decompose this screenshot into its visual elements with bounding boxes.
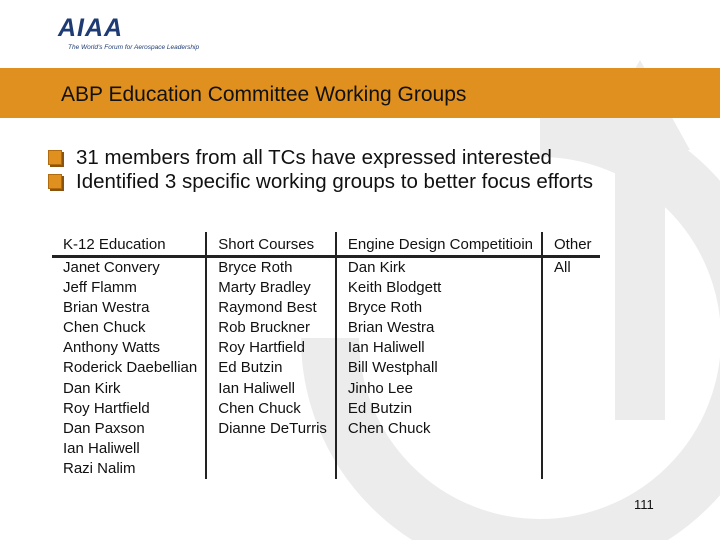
slide-title: ABP Education Committee Working Groups: [61, 83, 467, 106]
table-cell: Ian Haliwell: [206, 379, 336, 399]
page-number: 111: [634, 497, 654, 512]
table-cell: Jeff Flamm: [63, 279, 137, 297]
table-cell: [542, 298, 600, 318]
bullet-item: [46, 146, 686, 170]
table-row: [52, 439, 600, 459]
table-row: [52, 257, 600, 279]
table-cell: [336, 439, 542, 459]
table-cell: Ed Butzin: [206, 358, 336, 378]
table-cell: Janet Convery: [63, 259, 160, 276]
table-cell: Ed Butzin: [336, 399, 542, 419]
logo-tagline: The World's Forum for Aerospace Leadership: [68, 44, 200, 51]
table-row: [52, 298, 600, 318]
table-row: [52, 459, 600, 479]
table-cell: Ian Haliwell: [63, 439, 140, 457]
table-row: [52, 399, 600, 419]
table-cell: [542, 338, 600, 358]
table-cell: Raymond Best: [206, 298, 336, 318]
table-cell: Chen Chuck: [336, 419, 542, 439]
table-cell: Roy Hartfield: [63, 399, 150, 417]
table-cell: Chen Chuck: [206, 399, 336, 419]
table-cell: Dan Paxson: [63, 419, 145, 437]
table-cell: Bryce Roth: [206, 257, 336, 279]
table-cell: Rob Bruckner: [206, 318, 336, 338]
table-cell: [542, 318, 600, 338]
table-cell: [542, 439, 600, 459]
table-row: [52, 419, 600, 439]
table-cell: [542, 419, 600, 439]
aiaa-logo: [58, 12, 200, 58]
table-cell: Roy Hartfield: [206, 338, 336, 358]
table-cell: All: [542, 257, 600, 279]
column-header-other: Other: [542, 232, 600, 257]
table-cell: Brian Westra: [336, 318, 542, 338]
bullet-text: Identified 3 specific working groups to better focus efforts: [76, 170, 593, 193]
table-cell: [542, 358, 600, 378]
table-cell: Keith Blodgett: [336, 278, 542, 298]
table-cell: Roderick Daebellian: [63, 359, 198, 377]
table-cell: Brian Westra: [63, 299, 150, 317]
table-row: [52, 318, 600, 338]
square-bullet-icon: [48, 174, 62, 189]
table-cell: Dan Kirk: [63, 379, 121, 397]
column-header-k12: K-12 Education: [52, 232, 206, 257]
table-header-row: [52, 232, 600, 257]
table-cell: Bill Westphall: [336, 358, 542, 378]
square-bullet-icon: [48, 150, 62, 165]
table-cell: Ian Haliwell: [336, 338, 542, 358]
table-row: [52, 338, 600, 358]
table-cell: Jinho Lee: [336, 379, 542, 399]
table-cell: Bryce Roth: [336, 298, 542, 318]
table-cell: Dianne DeTurris: [206, 419, 336, 439]
bullet-list: [46, 146, 686, 194]
table-cell: [206, 439, 336, 459]
table-cell: Chen Chuck: [63, 319, 146, 337]
table-cell: [206, 459, 336, 479]
table-cell: Dan Kirk: [336, 257, 542, 279]
table-cell: Marty Bradley: [206, 278, 336, 298]
working-groups-table: [52, 232, 600, 479]
table-row: [52, 358, 600, 378]
table-cell: Anthony Watts: [63, 339, 160, 357]
logo-wordmark: AIAA: [58, 14, 124, 42]
column-header-short-courses: Short Courses: [206, 232, 336, 257]
table-cell: [542, 379, 600, 399]
table-cell: [542, 459, 600, 479]
table-cell: [542, 278, 600, 298]
bullet-item: [46, 170, 686, 194]
table-cell: [336, 459, 542, 479]
table-cell: Razi Nalim: [63, 459, 136, 477]
table-row: [52, 379, 600, 399]
table-row: [52, 278, 600, 298]
table-cell: [542, 399, 600, 419]
column-header-engine-design: Engine Design Competitioin: [336, 232, 542, 257]
bullet-text: 31 members from all TCs have expressed interested: [76, 146, 552, 169]
